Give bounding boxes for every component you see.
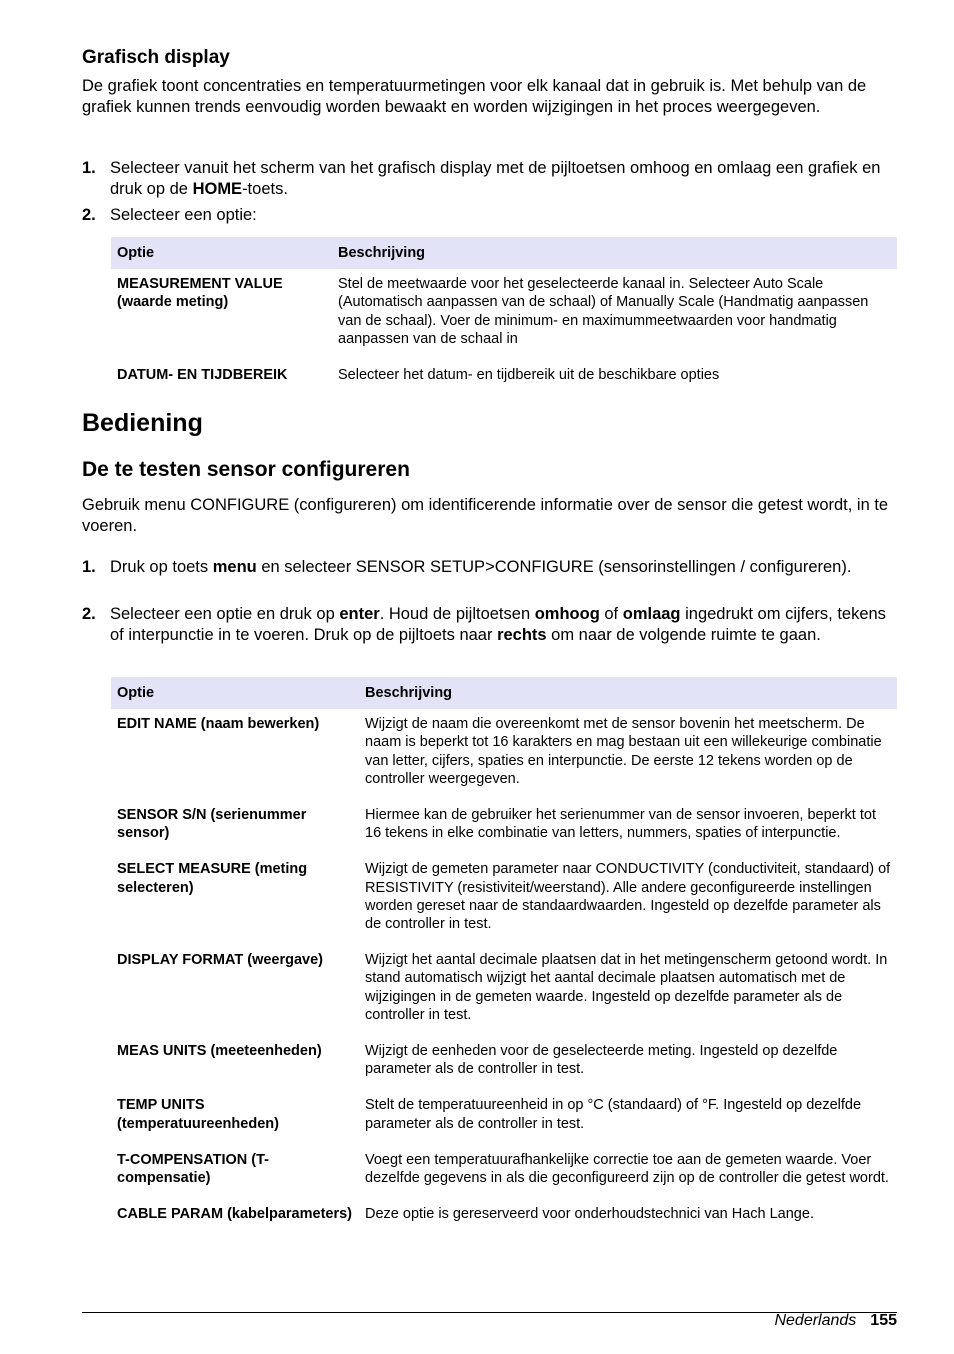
column-header-description: Beschrijving xyxy=(332,237,897,269)
table-row xyxy=(111,854,897,945)
column-header-option: Optie xyxy=(111,677,359,709)
description-cell: Wijzigt de eenheden voor de geselecteerde meting. Ingesteld op dezelfde parameter als de controller in test. xyxy=(365,1043,838,1078)
table-row xyxy=(111,1090,897,1144)
configureren-step-2 xyxy=(82,604,894,645)
step-number: 2. xyxy=(82,605,96,623)
description-cell: Selecteer het datum- en tijdbereik uit de beschikbare opties xyxy=(338,367,720,384)
step-text: ingedrukt om cijfers, tekens of interpunctie in te voeren. Druk op de pijltoets naar xyxy=(110,605,886,644)
chapter-heading-bediening: Bediening xyxy=(82,409,203,437)
description-cell: Hiermee kan de gebruiker het serienummer van de sensor invoeren, beperkt tot 16 tekens in elke combinatie van letters, nummers, spaties of interpunctie. xyxy=(365,807,876,842)
table-row xyxy=(111,800,897,854)
step-key: omhoog xyxy=(534,605,600,623)
option-cell: DISPLAY FORMAT (weergave) xyxy=(117,952,324,969)
step-number: 1. xyxy=(82,159,96,177)
section-heading-configureren: De te testen sensor configureren xyxy=(82,458,410,481)
step-text: om naar de volgende ruimte te gaan. xyxy=(546,625,821,644)
section-heading-grafisch: Grafisch display xyxy=(82,47,230,68)
description-cell: Stel de meetwaarde voor het geselecteerde kanaal in. Selecteer Auto Scale (Automatisch aanpassen van de schaal) of Manually Scale (Handmatig aanpassen van de schaal). Voer de minimum- en maximummeetwaarden voor handmatig aanpassen van de schaal in xyxy=(338,276,869,347)
description-cell: Deze optie is gereserveerd voor onderhoudstechnici van Hach Lange. xyxy=(365,1206,814,1223)
grafisch-step-2 xyxy=(82,205,894,226)
step-key: omlaag xyxy=(622,605,681,623)
table-row xyxy=(111,360,897,396)
grafisch-intro: De grafiek toont concentraties en temperatuurmetingen voor elk kanaal dat in gebruik is. Met behulp van de grafiek kunnen trends eenvoudig worden bewaakt en worden wijzigingen in het proces weergegeven. xyxy=(82,77,867,116)
table-header-row xyxy=(111,677,897,709)
description-cell: Wijzigt de gemeten parameter naar CONDUCTIVITY (conductiviteit, standaard) of RESISTIVITY (resistiviteit/weerstand). Alle andere geconfigureerde instellingen worden gereset naar de standaardwaarden. Ingesteld op dezelfde parameter als de controller in test. xyxy=(365,861,891,933)
step-key: enter xyxy=(339,605,380,623)
step-number: 1. xyxy=(82,558,96,576)
table-row xyxy=(111,1145,897,1199)
step-text: of xyxy=(599,605,623,623)
description-cell: Voegt een temperatuurafhankelijke correctie toe aan de gemeten waarde. Voer dezelfde gegevens in als die geconfigureerd zijn op de controller die getest wordt. xyxy=(365,1151,889,1187)
step-text: . Houd de pijltoetsen xyxy=(379,605,535,623)
step-text: Selecteer een optie: xyxy=(110,206,257,224)
step-key: HOME xyxy=(192,179,243,198)
table-row xyxy=(111,1036,897,1090)
description-cell: Wijzigt het aantal decimale plaatsen dat in het metingenscherm getoond wordt. In stand automatisch wijzigt het aantal decimale plaatsen automatisch met de wijzigingen in de gemeten waarde. Ingesteld op dezelfde parameter als de controller in test. xyxy=(365,952,888,1023)
option-cell: TEMP UNITS (temperatuureenheden) xyxy=(117,1097,279,1132)
option-cell: MEASUREMENT VALUE (waarde meting) xyxy=(117,276,283,311)
step-text: Selecteer vanuit het scherm van het grafisch display met de pijltoetsen omhoog en omlaag een grafiek en druk op de xyxy=(110,159,881,198)
page-footer xyxy=(774,1312,897,1330)
step-text: -toets. xyxy=(242,179,288,198)
column-header-description: Beschrijving xyxy=(359,677,897,709)
grafisch-options-table xyxy=(111,237,897,396)
step-text: Selecteer een optie en druk op xyxy=(110,605,340,623)
table-row xyxy=(111,269,897,360)
footer-language: Nederlands xyxy=(774,1312,857,1329)
option-cell: DATUM- EN TIJDBEREIK xyxy=(117,367,288,384)
grafisch-step-1 xyxy=(82,158,894,199)
option-cell: T-COMPENSATION (T-compensatie) xyxy=(117,1151,269,1187)
description-cell: Stelt de temperatuureenheid in op °C (standaard) of °F. Ingesteld op dezelfde parameter als de controller in test. xyxy=(365,1097,862,1132)
option-cell: EDIT NAME (naam bewerken) xyxy=(117,716,320,733)
column-header-option: Optie xyxy=(111,237,332,269)
configureren-options-table xyxy=(111,677,897,1235)
configureren-step-1 xyxy=(82,557,894,578)
page-number: 155 xyxy=(870,1312,897,1329)
table-row xyxy=(111,945,897,1036)
table-row xyxy=(111,709,897,800)
option-cell: CABLE PARAM (kabelparameters) xyxy=(117,1206,353,1223)
step-key: menu xyxy=(212,558,257,576)
option-cell: MEAS UNITS (meeteenheden) xyxy=(117,1043,322,1060)
option-cell: SELECT MEASURE (meting selecteren) xyxy=(117,861,308,896)
table-header-row xyxy=(111,237,897,269)
step-key: rechts xyxy=(497,625,547,644)
step-text: Druk op toets xyxy=(110,558,213,576)
option-cell: SENSOR S/N (serienummer sensor) xyxy=(117,807,307,842)
description-cell: Wijzigt de naam die overeenkomt met de sensor bovenin het meetscherm. De naam is beperkt tot 16 karakters en mag bestaan uit een willekeurige combinatie van letter, cijfers, spaties en interpunctie. De eerste 12 tekens worden op de controller weergegeven. xyxy=(365,716,882,787)
step-number: 2. xyxy=(82,206,96,224)
table-row xyxy=(111,1199,897,1235)
step-text: en selecteer SENSOR SETUP>CONFIGURE (sensorinstellingen / configureren). xyxy=(256,558,852,576)
configureren-intro: Gebruik menu CONFIGURE (configureren) om identificerende informatie over de sensor die getest wordt, in te voeren. xyxy=(82,496,889,535)
